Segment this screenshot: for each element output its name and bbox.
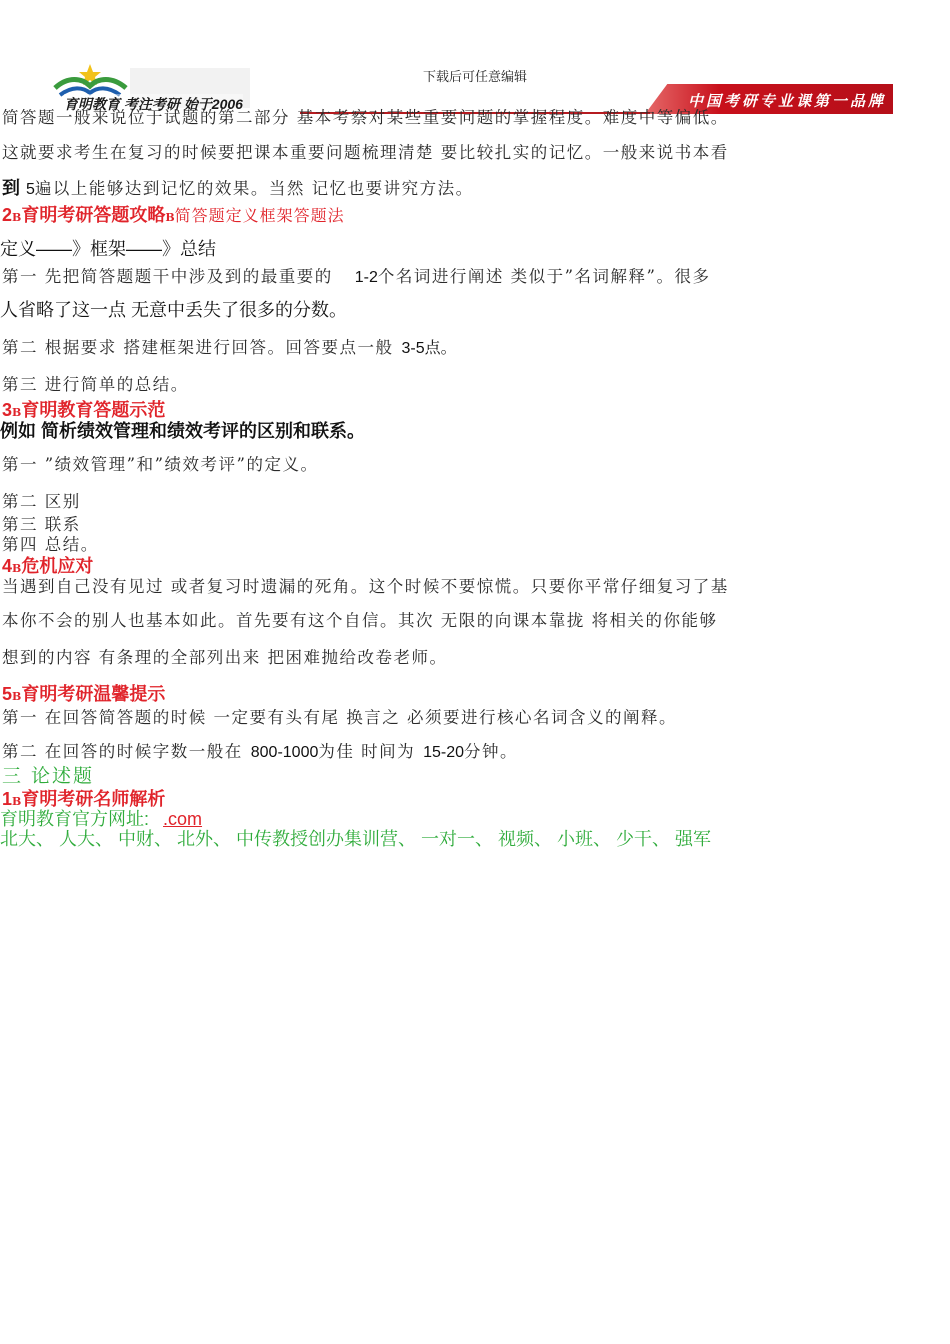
heading-subtitle: 简答题定义框架答题法 <box>174 206 345 225</box>
intro-line-3-rest: 遍以上能够达到记忆的效果。当然 记忆也要讲究方法。 <box>34 179 474 198</box>
website-link[interactable]: .com <box>163 809 203 829</box>
website-label: 育明教育官方网址: <box>0 809 150 829</box>
intro-line-2: 这就要求考生在复习的时候要把课本重要问题梳理清楚 要比较扎实的记忆。一般来说书本看 <box>2 143 729 162</box>
definition-flow: 定义——》框架——》总结 <box>0 239 216 259</box>
step-1-text-b: 个名词进行阐述 类似于”名词解释”。很多 <box>377 267 711 286</box>
section-heading-5 <box>2 680 165 706</box>
intro-line-3 <box>2 174 474 200</box>
step-1-line <box>2 263 711 287</box>
heading-title: 育明考研名师解析 <box>21 789 166 809</box>
tip-line-1: 第一 在回答简答题的时候 一定要有头有尾 换言之 必须要进行核心名词含义的阐释。 <box>2 708 677 727</box>
heading-marker: B <box>165 211 175 224</box>
example-item-1: 第一 ”绩效管理”和”绩效考评”的定义。 <box>2 455 319 474</box>
crisis-line-3: 想到的内容 有条理的全部列出来 把困难抛给改卷老师。 <box>2 648 448 667</box>
part-three-title: 三 论述题 <box>2 765 95 787</box>
step-1-text-a: 第一 先把简答题题干中涉及到的最重要的 <box>2 267 333 286</box>
example-question: 例如 简析绩效管理和绩效考评的区别和联系。 <box>0 421 365 441</box>
intro-line-1: 简答题一般来说位于试题的第二部分 基本考察对某些重要问题的掌握程度。难度中等偏低。 <box>2 108 729 127</box>
intro-line-3-prefix: 到 <box>2 178 22 198</box>
heading-marker: B <box>12 690 22 703</box>
step-1-continuation: 人省略了这一点 无意中丢失了很多的分数。 <box>0 300 347 320</box>
heading-number: 3 <box>2 400 13 420</box>
heading-marker: B <box>12 406 22 419</box>
brand-slogan: 中国考研专业课第一品牌 <box>688 92 887 110</box>
logo-text: 育明教育 考注考研 始于2006 <box>64 96 243 112</box>
step-2-number: 3-5 <box>401 340 425 357</box>
tip-2-text-b: 为佳 时间为 <box>318 742 416 761</box>
step-1-number: 1-2 <box>354 269 378 286</box>
tip-line-2 <box>2 738 518 762</box>
example-item-4: 第四 总结。 <box>2 535 99 554</box>
heading-title: 危机应对 <box>21 556 94 576</box>
tip-2-word-count: 800-1000 <box>250 744 319 761</box>
example-item-2: 第二 区别 <box>2 492 81 511</box>
step-2-text-a: 第二 根据要求 搭建框架进行回答。回答要点一般 <box>2 338 394 357</box>
step-2-line <box>2 334 457 358</box>
heading-number: 1 <box>2 789 13 809</box>
heading-marker: B <box>12 562 22 575</box>
heading-title: 育明教育答题示范 <box>21 400 166 420</box>
heading-number: 4 <box>2 556 13 576</box>
section-heading-2 <box>2 201 345 227</box>
example-item-3: 第三 联系 <box>2 515 81 534</box>
heading-marker: B <box>12 211 22 224</box>
heading-number: 5 <box>2 684 13 704</box>
tip-2-time: 15-20 <box>423 744 465 761</box>
heading-title: 育明考研答题攻略 <box>21 205 166 225</box>
tip-2-text-a: 第二 在回答的时候字数一般在 <box>2 742 243 761</box>
heading-number: 2 <box>2 205 13 225</box>
step-2-text-b: 点。 <box>424 340 457 357</box>
download-note: 下载后可任意编辑 <box>422 69 527 84</box>
heading-marker: B <box>12 795 22 808</box>
courses-line: 北大、 人大、 中财、 北外、 中传教授创办集训营、 一对一、 视频、 小班、 少干、 强军 <box>0 829 712 849</box>
intro-line-3-num: 5 <box>21 181 35 198</box>
tip-2-text-c: 分钟。 <box>464 742 519 761</box>
step-3-line: 第三 进行简单的总结。 <box>2 375 189 394</box>
crisis-line-1: 当遇到自己没有见过 或者复习时遗漏的死角。这个时候不要惊慌。只要你平常仔细复习了基 <box>2 577 729 596</box>
heading-title: 育明考研温馨提示 <box>21 684 166 704</box>
crisis-line-2: 本你不会的别人也基本如此。首先要有这个自信。其次 无限的向课本靠拢 将相关的你能够 <box>2 611 718 630</box>
